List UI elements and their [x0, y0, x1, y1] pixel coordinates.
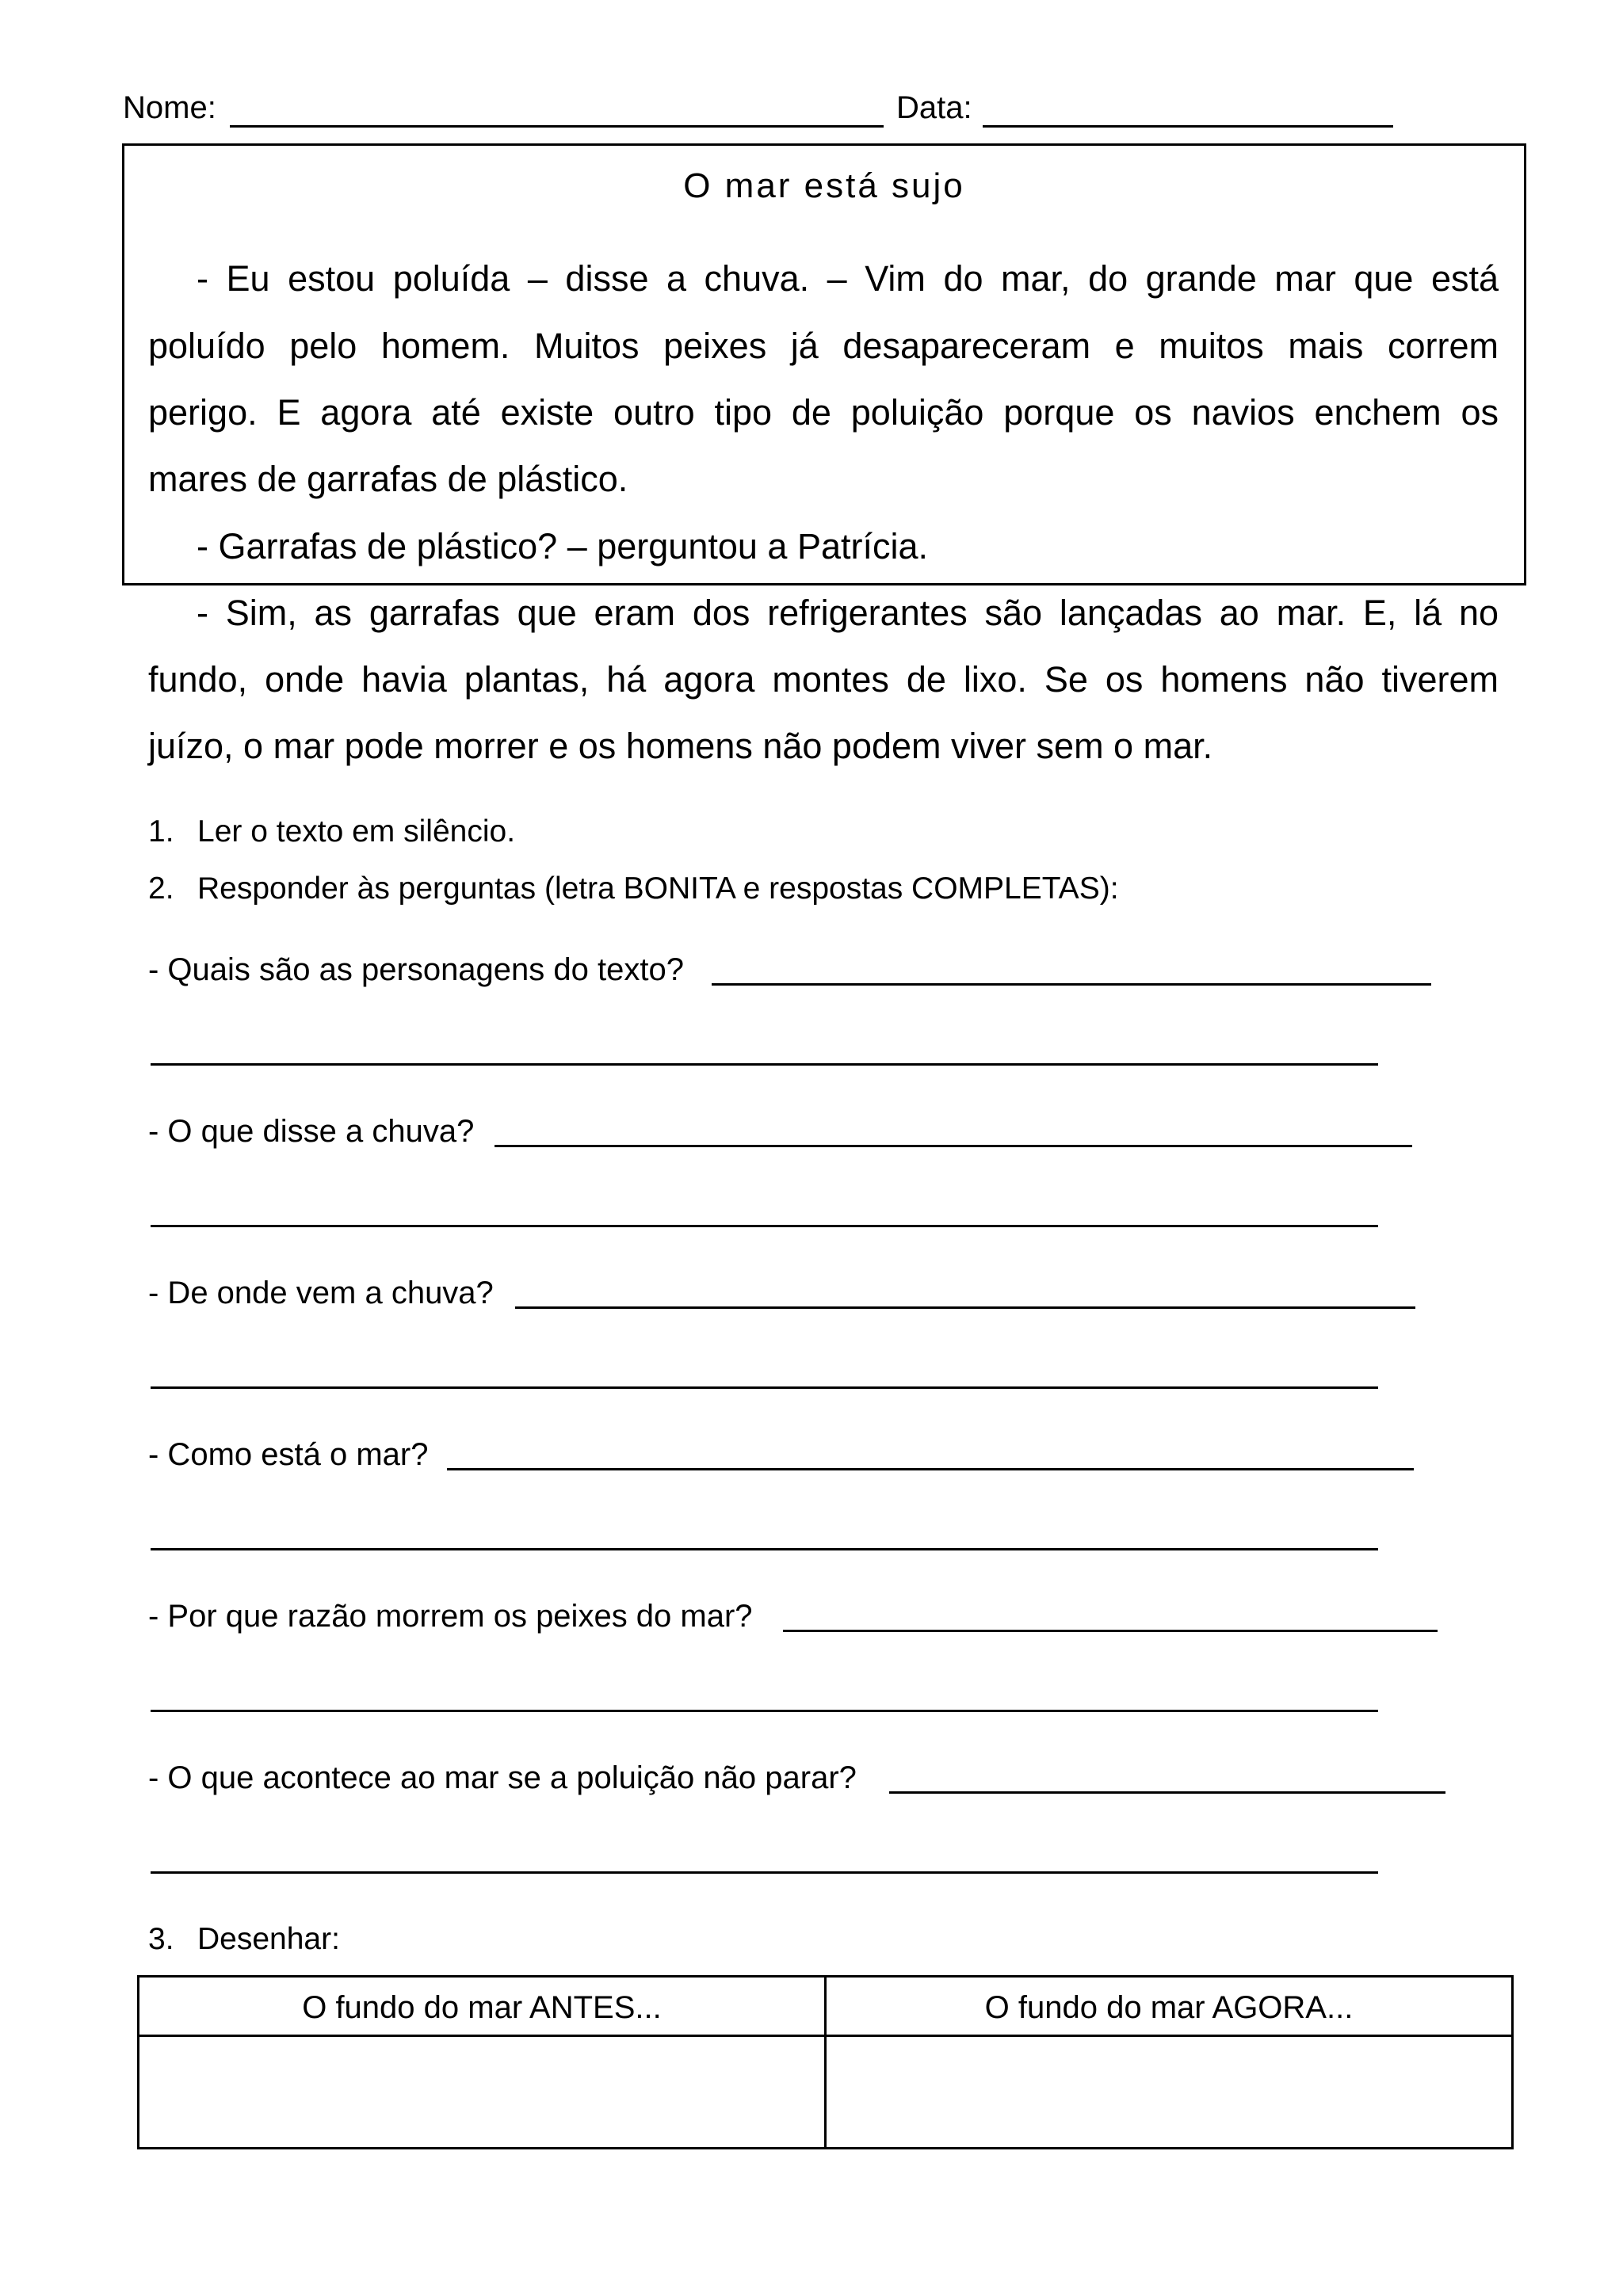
answer-line[interactable] [783, 1630, 1438, 1632]
answer-line[interactable] [447, 1468, 1414, 1470]
story-line: juízo, o mar pode morrer e os homens não podem viver sem o mar. [148, 726, 1213, 766]
story-line: fundo, onde havia plantas, há agora montes de lixo. Se os homens não tiverem [148, 659, 1499, 700]
answer-line[interactable] [151, 1063, 1378, 1066]
date-label: Data: [896, 90, 972, 125]
answer-line[interactable] [515, 1306, 1415, 1309]
question-6: - O que acontece ao mar se a poluição não parar? [148, 1760, 857, 1795]
answer-line[interactable] [712, 983, 1431, 986]
date-field[interactable] [983, 125, 1393, 128]
answer-line[interactable] [889, 1791, 1445, 1794]
story-line: - Garrafas de plástico? – perguntou a Patrícia. [197, 526, 929, 566]
instruction-number: 2. [148, 871, 174, 906]
instruction-text: Responder às perguntas (letra BONITA e respostas COMPLETAS): [197, 871, 1119, 906]
instruction-number: 1. [148, 814, 174, 849]
instruction-text: Ler o texto em silêncio. [197, 814, 516, 849]
question-5: - Por que razão morrem os peixes do mar? [148, 1599, 753, 1634]
answer-line[interactable] [151, 1225, 1378, 1227]
answer-line[interactable] [151, 1548, 1378, 1550]
answer-line[interactable] [151, 1710, 1378, 1712]
story-title: O mar está sujo [683, 166, 965, 205]
story-line: - Sim, as garrafas que eram dos refrigerantes são lançadas ao mar. E, lá no [197, 593, 1499, 633]
question-1: - Quais são as personagens do texto? [148, 952, 684, 987]
instruction-text: Desenhar: [197, 1922, 340, 1956]
instruction-number: 3. [148, 1922, 174, 1956]
answer-line[interactable] [151, 1386, 1378, 1389]
name-label: Nome: [123, 90, 216, 125]
table-header-now: O fundo do mar AGORA... [984, 1990, 1354, 2025]
answer-line[interactable] [151, 1871, 1378, 1874]
story-line: - Eu estou poluída – disse a chuva. – Vim do mar, do grande mar que está [197, 258, 1499, 299]
drawing-table [137, 1975, 1514, 2149]
question-4: - Como está o mar? [148, 1437, 429, 1472]
story-line: poluído pelo homem. Muitos peixes já desapareceram e muitos mais correm [148, 326, 1499, 366]
drawing-area-now[interactable] [827, 2037, 1511, 2147]
drawing-area-before[interactable] [139, 2037, 824, 2147]
question-2: - O que disse a chuva? [148, 1114, 475, 1149]
question-3: - De onde vem a chuva? [148, 1276, 494, 1310]
table-header-before: O fundo do mar ANTES... [302, 1990, 662, 2025]
name-field[interactable] [230, 125, 884, 128]
story-line: mares de garrafas de plástico. [148, 459, 628, 499]
answer-line[interactable] [495, 1145, 1412, 1147]
story-line: perigo. E agora até existe outro tipo de poluição porque os navios enchem os [148, 392, 1499, 433]
